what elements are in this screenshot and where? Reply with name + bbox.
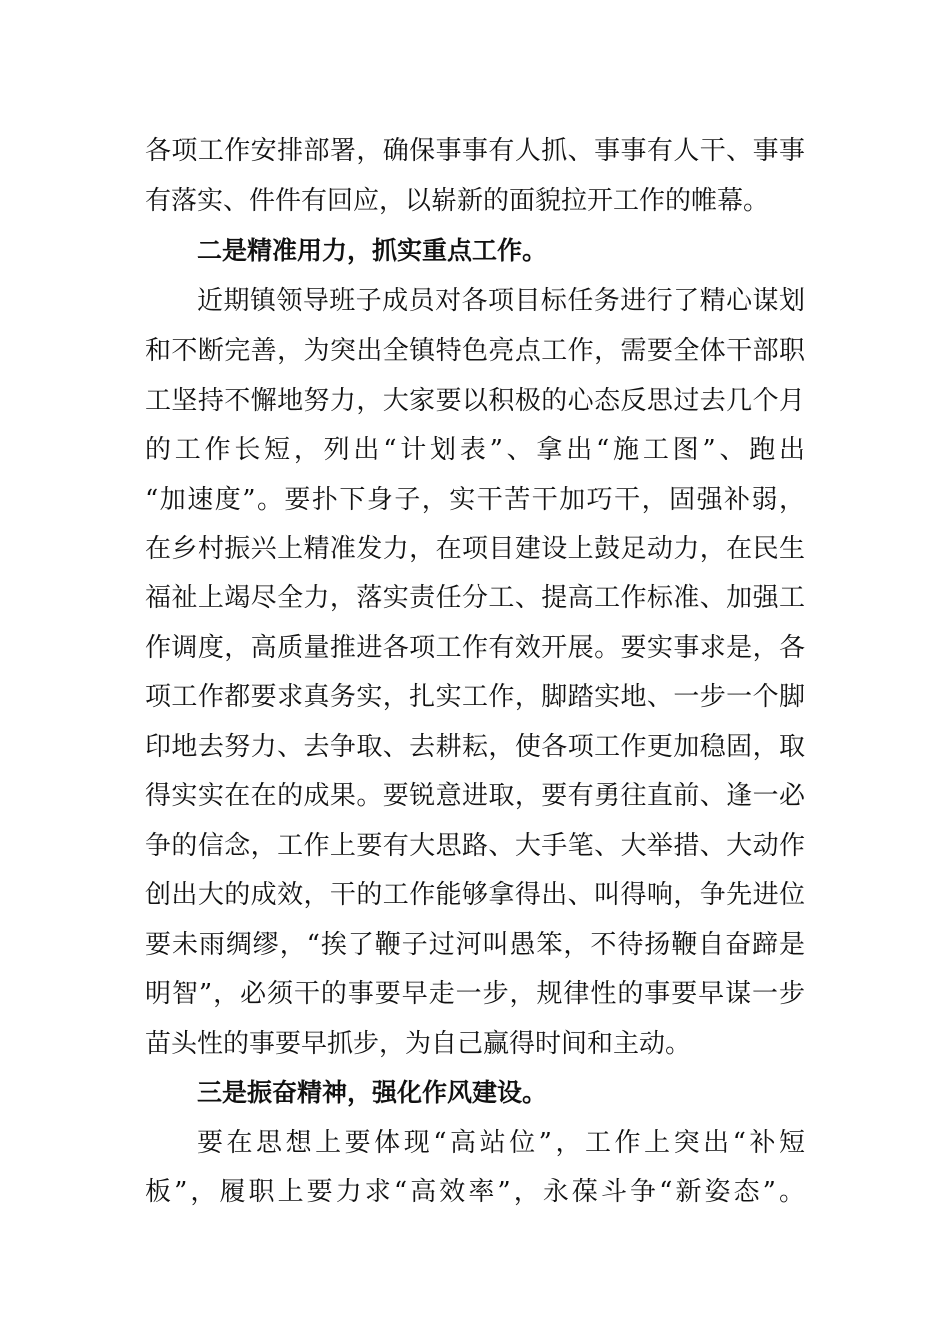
section-heading-2: 二是精准用力，抓实重点工作。 [197,236,548,265]
paragraph-2-line-16: 苗头性的事要早抓步，为自己赢得时间和主动。 [145,1029,692,1059]
paragraph-2-line-15: 明智”，必须干的事要早走一步，规律性的事要早谋一步 [145,979,805,1009]
paragraph-2-line-7: 福祉上竭尽全力，落实责任分工、提高工作标准、加强工 [145,583,805,613]
paragraph-2-line-3: 工坚持不懈地努力，大家要以积极的心态反思过去几个月 [145,386,805,416]
paragraph-1-line-2: 有落实、件件有回应，以崭新的面貌拉开工作的帷幕。 [145,186,770,216]
paragraph-1-line-1: 各项工作安排部署，确保事事有人抓、事事有人干、事事 [145,136,805,166]
paragraph-2-line-5: “加速度”。要扑下身子，实干苦干加巧干，固强补弱， [145,485,805,515]
paragraph-3-line-2: 板”，履职上要力求“高效率”，永葆斗争“新姿态”。 [145,1177,805,1207]
paragraph-2-line-12: 争的信念，工作上要有大思路、大手笔、大举措、大动作 [145,831,805,861]
paragraph-2-line-8: 作调度，高质量推进各项工作有效开展。要实事求是，各 [145,633,805,663]
paragraph-2-line-6: 在乡村振兴上精准发力，在项目建设上鼓足动力，在民生 [145,534,805,564]
section-heading-3: 三是振奋精神，强化作风建设。 [197,1078,548,1107]
paragraph-2-line-14: 要未雨绸缪，“挨了鞭子过河叫愚笨，不待扬鞭自奋蹄是 [145,930,805,960]
paragraph-3-line-1: 要在思想上要体现“高站位”，工作上突出“补短 [197,1128,805,1158]
paragraph-2-line-4: 的工作长短，列出“计划表”、拿出“施工图”、跑出 [145,435,805,465]
paragraph-2-line-13: 创出大的成效，干的工作能够拿得出、叫得响，争先进位 [145,880,805,910]
paragraph-2-line-2: 和不断完善，为突出全镇特色亮点工作，需要全体干部职 [145,336,805,366]
paragraph-2-line-11: 得实实在在的成果。要锐意进取，要有勇往直前、逢一必 [145,781,805,811]
paragraph-2-line-10: 印地去努力、去争取、去耕耘，使各项工作更加稳固，取 [145,732,805,762]
paragraph-2-line-1: 近期镇领导班子成员对各项目标任务进行了精心谋划 [197,286,805,316]
paragraph-2-line-9: 项工作都要求真务实，扎实工作，脚踏实地、一步一个脚 [145,682,805,712]
